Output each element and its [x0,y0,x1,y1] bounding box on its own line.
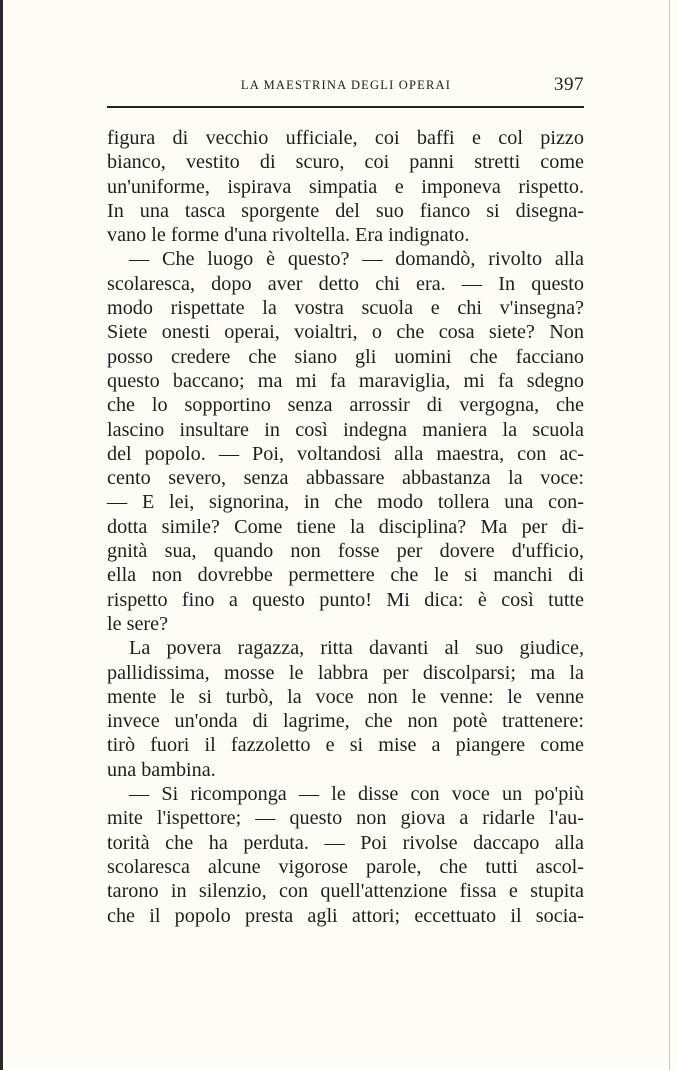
text-line: che il popolo presta agli attori; eccettuato il socia- [107,904,584,927]
text-line: In una tasca sporgente del suo fianco si disegna- [107,199,584,222]
text-line: tirò fuori il fazzoletto e si mise a piangere come [107,734,584,757]
text-line: cento severo, senza abbassare abbastanza la voce: [107,467,584,490]
text-line: posso credere che siano gli uomini che facciano [107,345,584,368]
running-head [108,76,584,96]
text-line: un'uniforme, ispirava simpatia e imponeva rispetto. [107,175,584,198]
text-line: dotta simile? Come tiene la disciplina? Ma per di- [107,515,584,538]
header-rule [107,106,584,108]
text-line: mite l'ispettore; — questo non giova a ridarle l'au- [107,807,584,830]
text-line: invece un'onda di lagrime, che non potè trattenere: [107,710,584,733]
text-line: pallidissima, mosse le labbra per discolparsi; ma la [107,661,584,684]
text-line: scolaresca, dopo aver detto chi era. — In questo [107,272,584,295]
text-line: del popolo. — Poi, voltandosi alla maestra, con ac- [107,442,584,465]
text-line: scolaresca alcune vigorose parole, che tutti ascol- [107,855,584,878]
text-line: — E lei, signorina, in che modo tollera una con- [107,491,584,514]
text-line: La povera ragazza, ritta davanti al suo giudice, [129,637,584,660]
text-line: questo baccano; ma mi fa maraviglia, mi fa sdegno [107,369,584,392]
body-text [107,126,584,928]
text-line: tarono in silenzio, con quell'attenzione fissa e stupita [107,880,584,903]
running-title: LA MAESTRINA DEGLI OPERAI [240,78,452,92]
page-number: 397 [554,74,584,95]
text-line: modo rispettate la vostra scuola e chi v'insegna? [107,297,584,320]
text-line: torità che ha perduta. — Poi rivolse daccapo alla [107,831,584,854]
text-line: mente le si turbò, la voce non le venne: le venne [107,685,584,708]
text-line: — Si ricomponga — le disse con voce un po'più [129,783,584,806]
text-line: lascino insultare in così indegna maniera la scuola [107,418,584,441]
text-line: ella non dovrebbe permettere che le si manchi di [107,564,584,587]
text-line: figura di vecchio ufficiale, coi baffi e col pizzo [107,127,584,149]
text-line: una bambina. [107,758,216,781]
text-line: che lo sopportino senza arrossir di vergogna, che [107,394,584,417]
page-edge-shadow [669,0,670,1070]
text-line: bianco, vestito di scuro, coi panni stretti come [107,151,584,174]
text-line: rispetto fino a questo punto! Mi dica: è così tutte [107,588,584,611]
text-line: Siete onesti operai, voialtri, o che cosa siete? Non [107,321,584,344]
text-line: — Che luogo è questo? — domandò, rivolto alla [129,248,584,271]
text-line: vano le forme d'una rivoltella. Era indignato. [107,224,470,247]
text-line: gnità sua, quando non fosse per dovere d'ufficio, [107,540,584,563]
page-edge [0,0,3,1070]
text-line: le sere? [107,612,169,635]
